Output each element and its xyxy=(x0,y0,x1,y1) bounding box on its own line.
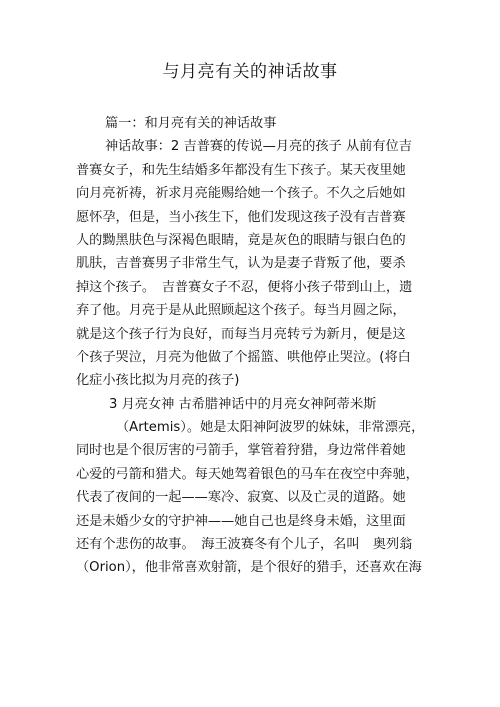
paragraph-line: （Artemis）。她是太阳神阿波罗的妹妹，非常漂亮， xyxy=(116,420,425,436)
document-body xyxy=(76,112,436,580)
paragraph-line: 弃了他。月亮于是从此照顾起这个孩子。每当月圆之际， xyxy=(76,303,406,319)
paragraph-line: （Orion），他非常喜欢射箭，是个很好的猎手，还喜欢在海 xyxy=(76,560,422,576)
paragraph-line: 掉这个孩子。 吉普赛女子不忍，便将小孩子带到山上，遗 xyxy=(76,279,413,295)
document-title: 与月亮有关的神话故事 xyxy=(162,62,338,82)
paragraph-line: 化症小孩比拟为月亮的孩子) xyxy=(76,373,240,389)
paragraph-line: 心爱的弓箭和猎犬。每天她驾着银色的马车在夜空中奔驰， xyxy=(76,466,419,482)
paragraph-line: 3 月亮女神 古希腊神话中的月亮女神阿蒂米斯 xyxy=(109,396,377,412)
paragraph-line: 代表了夜间的一起——寒冷、寂寞、以及亡灵的道路。她 xyxy=(76,490,406,506)
paragraph-line: 向月亮祈祷，祈求月亮能赐给她一个孩子。不久之后她如 xyxy=(76,186,406,202)
paragraph-line: 神话故事：2 吉普赛的传说—月亮的孩子 从前有位吉 xyxy=(105,139,412,155)
paragraph-line: 人的黝黑肤色与深褐色眼睛，竟是灰色的眼睛与银白色的 xyxy=(76,232,406,248)
paragraph-line: 肌肤，吉普赛男子非常生气，认为是妻子背叛了他，要杀 xyxy=(76,256,406,272)
paragraph-line: 就是这个孩子行为良好，而每当月亮转亏为新月，便是这 xyxy=(76,326,406,342)
paragraph-line: 还是未婚少女的守护神——她自己也是终身未婚，这里面 xyxy=(76,513,406,529)
paragraph-line: 个孩子哭泣，月亮为他做了个摇篮、哄他停止哭泣。(将白 xyxy=(76,349,411,365)
section-heading: 篇一：和月亮有关的神话故事 xyxy=(105,116,277,131)
paragraph-line: 还有个悲伤的故事。 海王波赛冬有个儿子，名叫 奥列翁 xyxy=(76,537,413,553)
paragraph-line: 同时也是个很厉害的弓箭手，掌管着狩猎，身边常伴着她 xyxy=(76,443,406,459)
paragraph-line: 愿怀孕，但是，当小孩生下，他们发现这孩子没有吉普赛 xyxy=(76,209,406,225)
paragraph-line: 普赛女子，和先生结婚多年都没有生下孩子。某天夜里她 xyxy=(76,162,406,178)
